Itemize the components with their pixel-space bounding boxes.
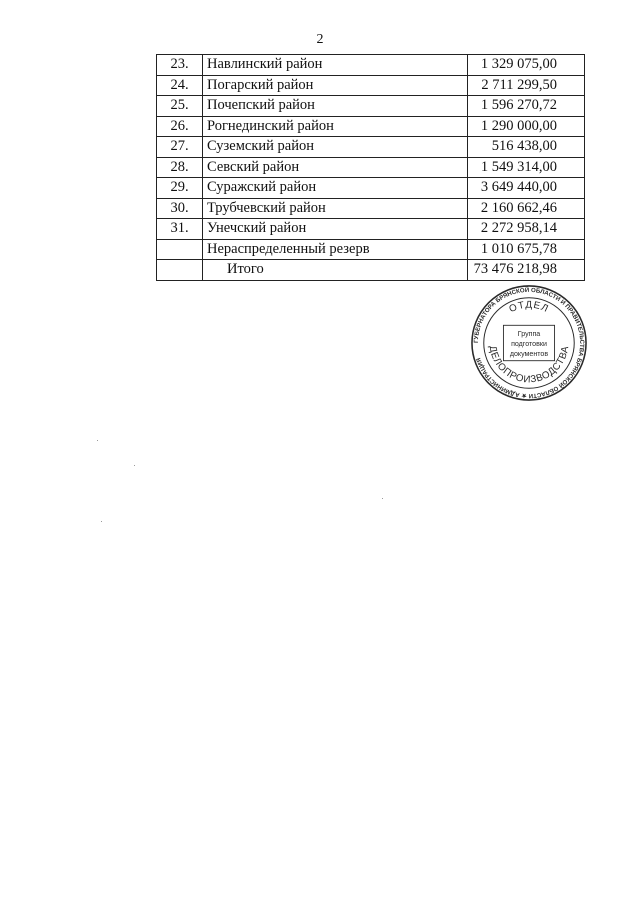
row-number-empty	[157, 239, 203, 260]
total-amount: 73 476 218,98	[468, 260, 585, 281]
amount-value: 516 438,00	[468, 137, 585, 158]
page-number: 2	[316, 32, 324, 47]
district-name: Погарский район	[203, 75, 468, 96]
table-row	[157, 55, 585, 76]
allocation-table	[156, 54, 585, 281]
stamp-lower-textpath: ДЕЛОПРОИЗВОДСТВА	[486, 344, 572, 386]
table-row	[157, 178, 585, 199]
stamp-upper-text	[508, 300, 551, 316]
row-number: 23.	[157, 55, 203, 76]
row-number-empty	[157, 260, 203, 281]
amount-value: 2 272 958,14	[468, 219, 585, 240]
district-name: Севский район	[203, 157, 468, 178]
row-number: 28.	[157, 157, 203, 178]
amount-value: 1 329 075,00	[468, 55, 585, 76]
table-row	[157, 116, 585, 137]
amount-value: 1 549 314,00	[468, 157, 585, 178]
row-number: 27.	[157, 137, 203, 158]
stamp-box-line1: Группа	[517, 330, 541, 339]
table-row	[157, 96, 585, 117]
stamp-upper-textpath: ОТДЕЛ	[507, 299, 551, 316]
table-row	[157, 198, 585, 219]
district-name: Почепский район	[203, 96, 468, 117]
amount-value: 2 711 299,50	[468, 75, 585, 96]
total-row	[157, 260, 585, 281]
row-number: 25.	[157, 96, 203, 117]
row-number: 31.	[157, 219, 203, 240]
row-number: 24.	[157, 75, 203, 96]
district-name: Унечский район	[203, 219, 468, 240]
table-row	[157, 157, 585, 178]
amount-value: 3 649 440,00	[468, 178, 585, 199]
amount-value: 1 290 000,00	[468, 116, 585, 137]
row-number: 30.	[157, 198, 203, 219]
amount-value: 2 160 662,46	[468, 198, 585, 219]
reserve-row	[157, 239, 585, 260]
district-name: Суражский район	[203, 178, 468, 199]
reserve-label: Нераспределенный резерв	[203, 239, 468, 260]
total-label: Итого	[203, 260, 468, 281]
district-name: Навлинский район	[203, 55, 468, 76]
stamp-box-line2: подготовки	[511, 339, 547, 348]
amount-value: 1 596 270,72	[468, 96, 585, 117]
stamp-box-line3: документов	[509, 349, 549, 358]
district-name: Рогнединский район	[203, 116, 468, 137]
scan-speck	[97, 440, 98, 441]
row-number: 26.	[157, 116, 203, 137]
district-name: Трубчевский район	[203, 198, 468, 219]
table-row	[157, 137, 585, 158]
table-row	[157, 219, 585, 240]
table-row	[157, 75, 585, 96]
office-stamp	[470, 284, 588, 402]
reserve-amount: 1 010 675,78	[468, 239, 585, 260]
scan-speck	[134, 465, 135, 466]
scan-speck	[101, 521, 102, 522]
scan-speck	[382, 498, 383, 499]
row-number: 29.	[157, 178, 203, 199]
district-name: Суземский район	[203, 137, 468, 158]
stamp-outer-textpath: ГУБЕРНАТОРА БРЯНСКОЙ ОБЛАСТИ И ПРАВИТЕЛЬСТВА БРЯНСКОЙ ОБЛАСТИ ★ АДМИНИСТРАЦИЯ	[472, 286, 586, 400]
